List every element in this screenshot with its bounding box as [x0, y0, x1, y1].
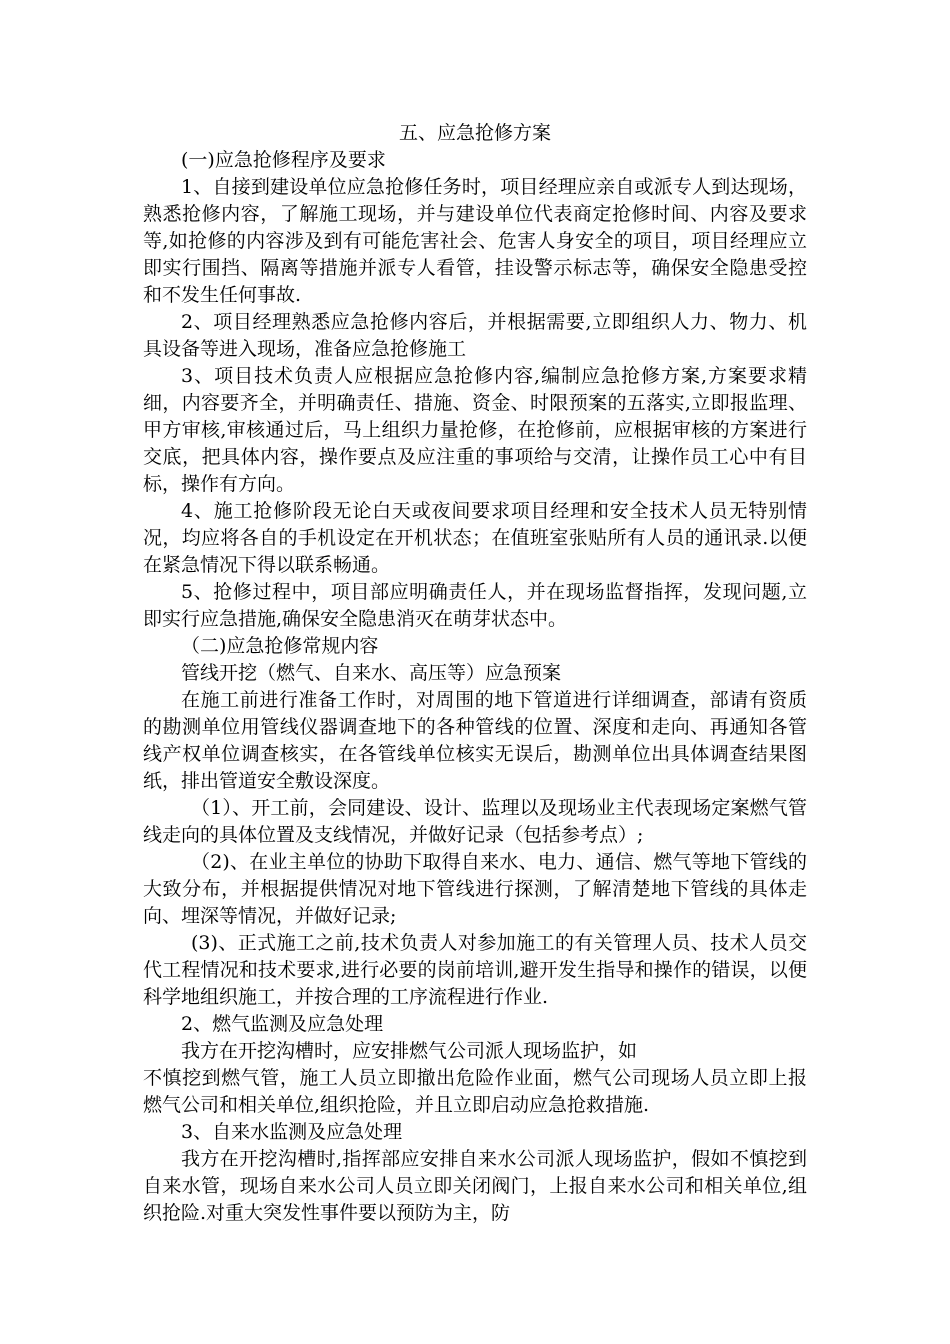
list-item: （1）、开工前，会同建设、设计、监理以及现场业主代表现场定案燃气管线走向的具体位置及支线情况，并做好记录（包括参考点）; — [143, 797, 807, 846]
paragraph: 4、施工抢修阶段无论白天或夜间要求项目经理和安全技术人员无特别情况，均应将各自的手机设定在开机状态；在值班室张贴所有人员的通讯录.以便在紧急情况下得以联系畅通。 — [143, 500, 807, 576]
paragraph: 1、自接到建设单位应急抢修任务时，项目经理应亲自或派专人到达现场，熟悉抢修内容，了解施工现场，并与建设单位代表商定抢修时间、内容及要求等,如抢修的内容涉及到有可能危害社会、危害人身安全的项目，项目经理应立即实行围挡、隔离等措施并派专人看管，挂设警示标志等，确保安全隐患受控和不发生任何事故. — [143, 176, 807, 306]
paragraph: 在施工前进行准备工作时，对周围的地下管道进行详细调查，部请有资质的勘测单位用管线仪器调查地下的各种管线的位置、深度和走向、再通知各管线产权单位调查核实，在各管线单位核实无误后，勘测单位出具体调查结果图纸，排出管道安全敷设深度。 — [143, 689, 807, 792]
paragraph: 2、项目经理熟悉应急抢修内容后，并根据需要,立即组织人力、物力、机具设备等进入现场，准备应急抢修施工 — [143, 311, 807, 360]
paragraph: 不慎挖到燃气管，施工人员立即撤出危险作业面，燃气公司现场人员立即上报燃气公司和相关单位,组织抢险，并且立即启动应急抢救措施. — [143, 1067, 807, 1116]
list-item: (3)、正式施工之前,技术负责人对参加施工的有关管理人员、技术人员交代工程情况和技术要求,进行必要的岗前培训,避开发生指导和操作的错误，以便科学地组织施工，并按合理的工序流程进行作业. — [143, 932, 807, 1008]
paragraph: 3、项目技术负责人应根据应急抢修内容,编制应急抢修方案,方案要求精细，内容要齐全，并明确责任、措施、资金、时限预案的五落实,立即报监理、甲方审核,审核通过后，马上组织力量抢修，在抢修前，应根据审核的方案进行交底，把具体内容，操作要点及应注重的事项给与交清，让操作员工心中有目标，操作有方向。 — [143, 365, 807, 495]
paragraph: 我方在开挖沟槽时，应安排燃气公司派人现场监护，如 — [181, 1040, 638, 1062]
section-heading-2: （二)应急抢修常规内容 — [181, 635, 379, 657]
subsection-heading: 3、自来水监测及应急处理 — [181, 1121, 403, 1143]
paragraph: 我方在开挖沟槽时,指挥部应安排自来水公司派人现场监护，假如不慎挖到自来水管，现场自来水公司人员立即关闭阀门，上报自来水公司和相关单位,组织抢险.对重大突发性事件要以预防为主，防 — [143, 1148, 807, 1224]
paragraph: 5、抢修过程中，项目部应明确责任人，并在现场监督指挥，发现问题,立即实行应急措施,确保安全隐患消灭在萌芽状态中。 — [143, 581, 807, 630]
document-title: 五、应急抢修方案 — [398, 122, 551, 144]
list-item: （2)、在业主单位的协助下取得自来水、电力、通信、燃气等地下管线的大致分布，并根据提供情况对地下管线进行探测，了解清楚地下管线的具体走向、埋深等情况，并做好记录; — [143, 851, 807, 927]
section-heading-1: (一)应急抢修程序及要求 — [181, 149, 386, 171]
subsection-heading: 管线开挖（燃气、自来水、高压等）应急预案 — [181, 662, 562, 684]
document-page — [143, 120, 807, 1227]
subsection-heading: 2、燃气监测及应急处理 — [181, 1013, 384, 1035]
